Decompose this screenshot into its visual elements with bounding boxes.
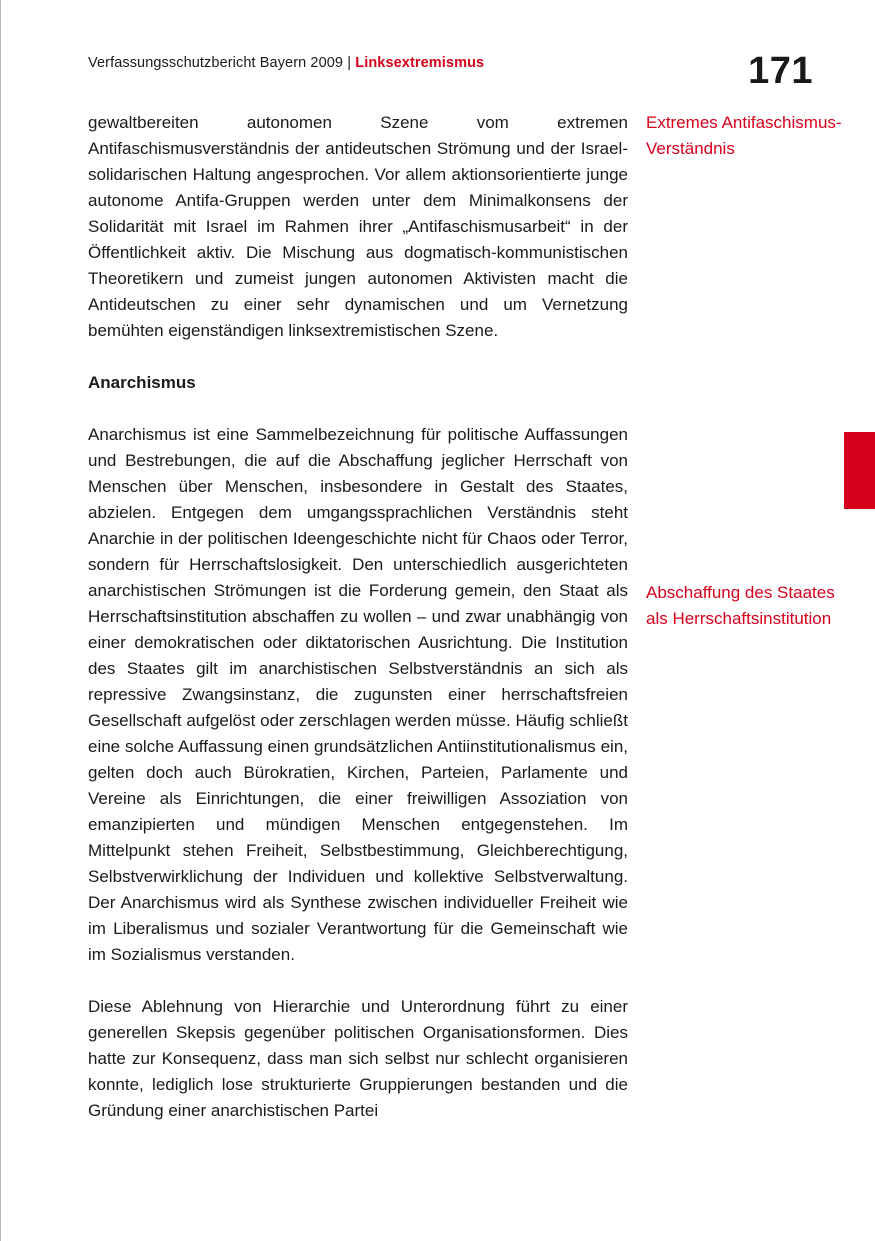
publication-title: Verfassungsschutzbericht Bayern 2009 [88, 55, 344, 71]
margin-note-antifaschismus: Extremes Antifaschismus-Verständnis [646, 113, 842, 158]
main-text-column [88, 110, 628, 1124]
margin-note-staat: Abschaffung des Staates als Herrschaftsinstitution [646, 583, 835, 628]
header-separator: | [347, 55, 352, 71]
page-number: 171 [748, 50, 813, 92]
running-header [88, 55, 484, 71]
section-heading-anarchismus: Anarchismus [88, 373, 196, 392]
paragraph-hierarchie: Diese Ablehnung von Hierarchie und Unterordnung führt zu einer generellen Skepsis gegenüber politischen Organisationsformen. Dies hatte zur Konsequenz, dass man sich selbst nur schlecht organisieren konnte, lediglich lose strukturierte Gruppierungen bestanden und die Gründung einer anarchistischen Partei [88, 997, 628, 1120]
paragraph-antideutsche: gewaltbereiten autonomen Szene vom extremen Antifaschismusverständnis der antideutschen Strömung und der Israel-solidarischen Haltung angesprochen. Vor allem aktionsorientierte junge autonome Antifa-Gruppen werden unter dem Minimalkonsens der Solidarität mit Israel im Rahmen ihrer „Antifaschismusarbeit“ in der Öffentlichkeit aktiv. Die Mischung aus dogmatisch-kommunistischen Theoretikern und zumeist jungen autonomen Aktivisten macht die Antideutschen zu einer sehr dynamischen und um Vernetzung bemühten eigenständigen linksextremistischen Szene. [88, 113, 628, 340]
chapter-thumb-tab [844, 432, 875, 509]
page-edge-rule [0, 0, 1, 1241]
paragraph-anarchismus-definition: Anarchismus ist eine Sammelbezeichnung für politische Auffassungen und Bestrebungen, die auf die Abschaffung jeglicher Herrschaft von Menschen über Menschen, insbesondere in Gestalt des Staates, abzielen. Entgegen dem umgangssprachlichen Verständnis steht Anarchie in der politischen Ideengeschichte nicht für Chaos oder Terror, sondern für Herrschaftslosigkeit. Den unterschiedlich ausgerichteten anarchistischen Strömungen ist die Forderung gemein, den Staat als Herrschaftsinstitution abschaffen zu wollen – und zwar unabhängig von einer demokratischen oder diktatorischen Ausrichtung. Die Institution des Staates gilt im anarchistischen Selbstverständnis an sich als repressive Zwangsinstanz, die zugunsten einer herrschaftsfreien Gesellschaft aufgelöst oder zerschlagen werden müsse. Häufig schließt eine solche Auffassung einen grundsätzlichen Antiinstitutionalismus ein, gelten doch auch Bürokratien, Kirchen, Parteien, Parlamente und Vereine als Einrichtungen, die einer freiwilligen Assoziation von emanzipierten und mündigen Menschen entgegenstehen. Im Mittelpunkt stehen Freiheit, Selbstbestimmung, Gleichberechtigung, Selbstverwirklichung der Individuen und kollektive Selbstverwaltung. Der Anarchismus wird als Synthese zwischen individueller Freiheit wie im Liberalismus und sozialer Verantwortung für die Gemeinschaft wie im Sozialismus verstanden. [88, 425, 628, 964]
section-title: Linksextremismus [355, 55, 485, 71]
